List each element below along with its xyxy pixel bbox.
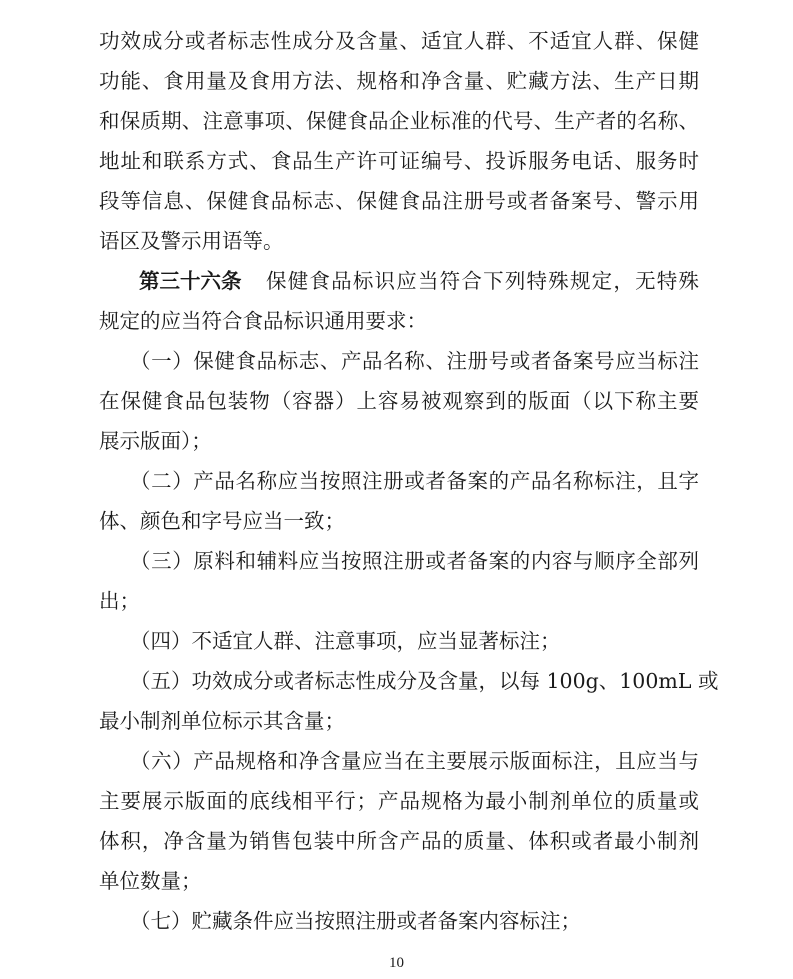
paragraph-line: 和保质期、注意事项、保健食品企业标准的代号、生产者的名称、 xyxy=(99,109,699,133)
list-item-line: 最小制剂单位标示其含量； xyxy=(99,709,345,733)
list-item-line: 体、颜色和字号应当一致； xyxy=(99,509,345,533)
paragraph-line: 功能、食用量及食用方法、规格和净含量、贮藏方法、生产日期 xyxy=(99,69,699,93)
article-heading: 第三十六条 xyxy=(139,269,242,293)
list-item-line: （七）贮藏条件应当按照注册或者备案内容标注； xyxy=(130,909,581,933)
paragraph-line: 功效成分或者标志性成分及含量、适宜人群、不适宜人群、保健 xyxy=(99,29,699,53)
page-number: 10 xyxy=(389,955,404,971)
paragraph-line: 段等信息、保健食品标志、保健食品注册号或者备案号、警示用 xyxy=(99,189,699,213)
paragraph-line: 规定的应当符合食品标识通用要求： xyxy=(99,309,427,333)
list-item-line: （一）保健食品标志、产品名称、注册号或者备案号应当标注 xyxy=(130,349,699,373)
list-item-line: 在保健食品包装物（容器）上容易被观察到的版面（以下称主要 xyxy=(99,389,699,413)
list-item-line: 单位数量； xyxy=(99,869,202,893)
list-item-line: 展示版面）； xyxy=(99,429,212,453)
paragraph-line: 保健食品标识应当符合下列特殊规定，无特殊 xyxy=(266,269,699,293)
list-item-line: （二）产品名称应当按照注册或者备案的产品名称标注，且字 xyxy=(130,469,699,493)
list-item-line: （三）原料和辅料应当按照注册或者备案的内容与顺序全部列 xyxy=(130,549,699,573)
list-item-line: （六）产品规格和净含量应当在主要展示版面标注，且应当与 xyxy=(130,749,699,773)
paragraph-line: 语区及警示用语等。 xyxy=(99,229,284,253)
list-item-line: 主要展示版面的底线相平行；产品规格为最小制剂单位的质量或 xyxy=(99,789,699,813)
list-item-line: 体积，净含量为销售包装中所含产品的质量、体积或者最小制剂 xyxy=(99,829,699,853)
paragraph-line: 地址和联系方式、食品生产许可证编号、投诉服务电话、服务时 xyxy=(99,149,699,173)
list-item-line: 出； xyxy=(99,589,140,613)
list-item-line: （五）功效成分或者标志性成分及含量，以每 100g、100mL 或 xyxy=(130,669,719,693)
list-item-line: （四）不适宜人群、注意事项，应当显著标注； xyxy=(130,629,561,653)
